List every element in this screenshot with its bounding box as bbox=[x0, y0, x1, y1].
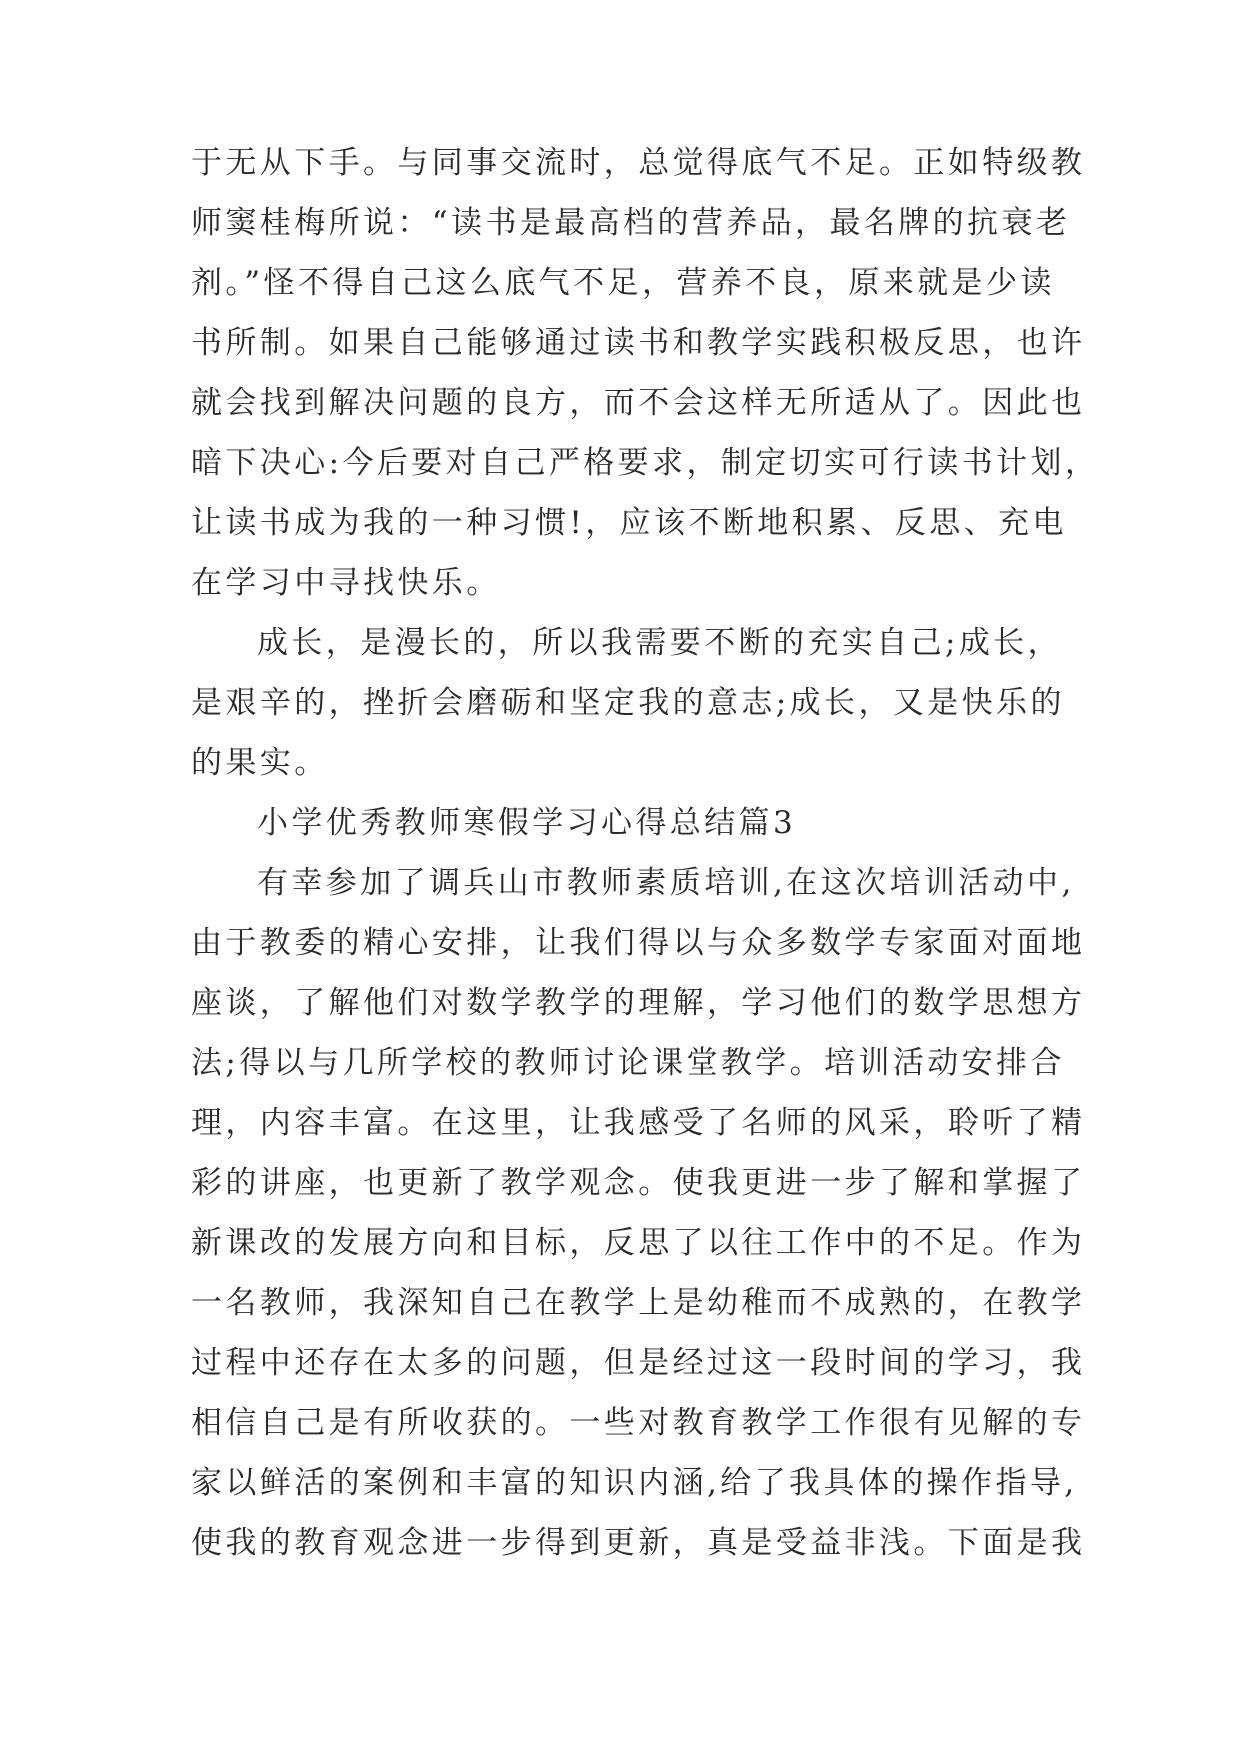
text-line: 家以鲜活的案例和丰富的知识内涵,给了我具体的操作指导, bbox=[191, 1465, 1078, 1501]
text-line: 的果实。 bbox=[191, 745, 329, 781]
text-line: 使我的教育观念进一步得到更新，真是受益非浅。下面是我 bbox=[191, 1525, 1086, 1561]
text-line: 是艰辛的，挫折会磨砺和坚定我的意志;成长，又是快乐的 bbox=[191, 685, 1065, 721]
text-line: 在学习中寻找快乐。 bbox=[191, 565, 501, 601]
paragraph-1 bbox=[191, 133, 1100, 613]
text-line: 由于教委的精心安排，让我们得以与众多数学专家面对面地 bbox=[191, 925, 1086, 961]
text-line: 师窦桂梅所说：“读书是最高档的营养品，最名牌的抗衰老 bbox=[191, 205, 1071, 241]
text-line: 暗下决心:今后要对自己严格要求，制定切实可行读书计划， bbox=[191, 445, 1100, 481]
text-line: 于无从下手。与同事交流时，总觉得底气不足。正如特级教 bbox=[191, 145, 1086, 181]
text-line: 相信自己是有所收获的。一些对教育教学工作很有见解的专 bbox=[191, 1405, 1086, 1441]
text-line: 法;得以与几所学校的教师讨论课堂教学。培训活动安排合 bbox=[191, 1045, 1065, 1081]
text-line: 一名教师，我深知自己在教学上是幼稚而不成熟的，在教学 bbox=[191, 1285, 1086, 1321]
section-heading: 小学优秀教师寒假学习心得总结篇3 bbox=[257, 805, 797, 841]
paragraph-2 bbox=[191, 613, 1065, 793]
text-line: 书所制。如果自己能够通过读书和教学实践积极反思，也许 bbox=[191, 325, 1086, 361]
text-line: 座谈，了解他们对数学教学的理解，学习他们的数学思想方 bbox=[191, 985, 1086, 1021]
text-line: 就会找到解决问题的良方，而不会这样无所适从了。因此也 bbox=[191, 385, 1086, 421]
text-line: 让读书成为我的一种习惯!，应该不断地积累、反思、充电 bbox=[191, 505, 1067, 541]
text-line: 剂。”怪不得自己这么底气不足，营养不良，原来就是少读 bbox=[191, 265, 1055, 301]
paragraph-3 bbox=[191, 853, 1086, 1573]
document-body bbox=[191, 133, 1100, 1573]
text-line: 有幸参加了调兵山市教师素质培训,在这次培训活动中, bbox=[257, 865, 1075, 901]
text-line: 过程中还存在太多的问题，但是经过这一段时间的学习，我 bbox=[191, 1345, 1086, 1381]
text-line: 新课改的发展方向和目标，反思了以往工作中的不足。作为 bbox=[191, 1225, 1086, 1261]
text-line: 成长，是漫长的，所以我需要不断的充实自己;成长， bbox=[257, 625, 1063, 661]
text-line: 理，内容丰富。在这里，让我感受了名师的风采，聆听了精 bbox=[191, 1105, 1086, 1141]
text-line: 彩的讲座，也更新了教学观念。使我更进一步了解和掌握了 bbox=[191, 1165, 1086, 1201]
